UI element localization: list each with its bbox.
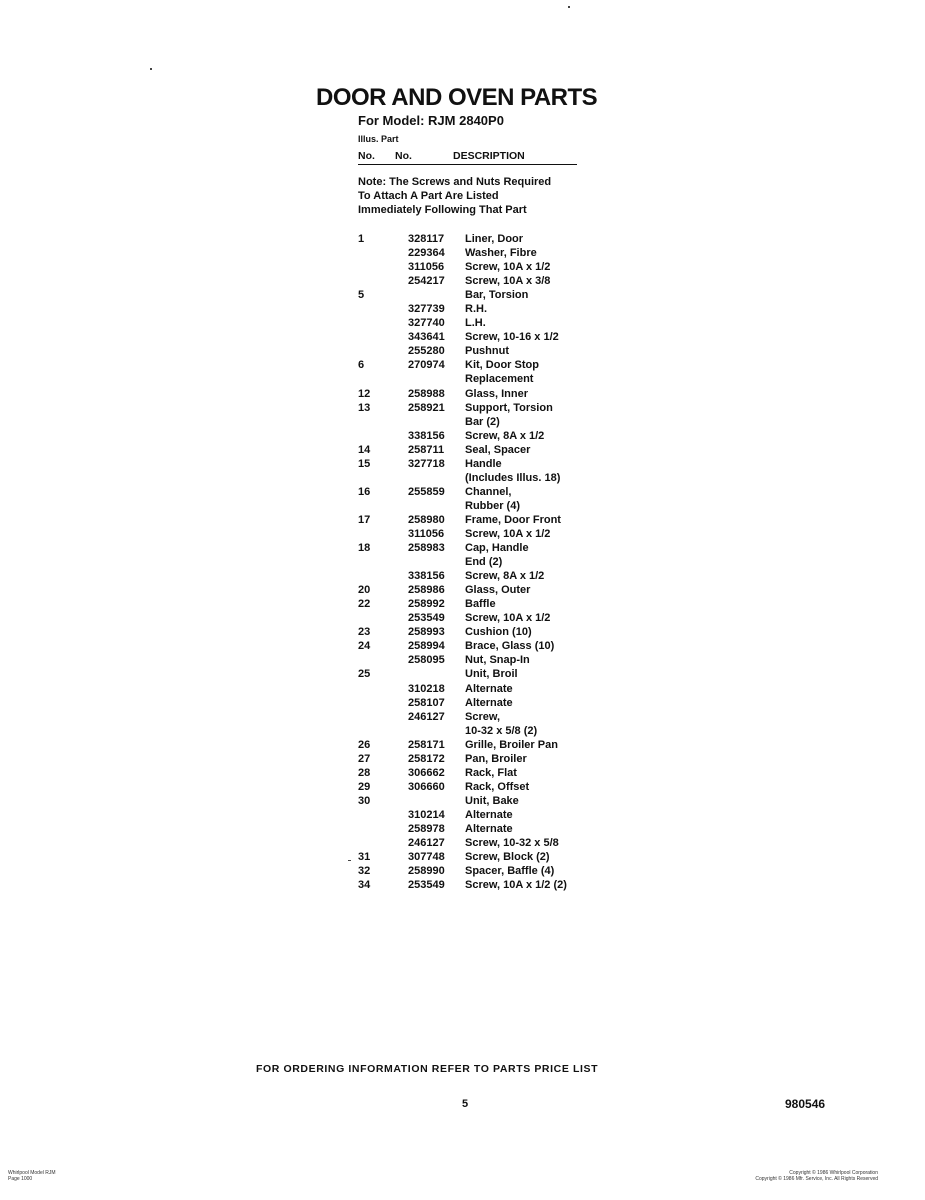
illus-number: 34 — [358, 879, 371, 892]
part-row — [358, 625, 598, 639]
part-description: Handle — [465, 457, 502, 470]
part-description: Kit, Door Stop — [465, 359, 539, 372]
part-row — [358, 316, 598, 330]
part-description: Support, Torsion — [465, 401, 553, 414]
part-number: 306660 — [408, 780, 445, 793]
part-row — [358, 822, 598, 836]
part-row — [358, 344, 598, 358]
part-description: Baffle — [465, 598, 496, 611]
part-row — [358, 780, 598, 794]
part-number: 258986 — [408, 584, 445, 597]
part-number: 258095 — [408, 654, 445, 667]
part-number: 253549 — [408, 879, 445, 892]
part-description: Screw, — [465, 710, 501, 723]
note-line: Note: The Screws and Nuts Required — [358, 176, 552, 188]
part-row — [358, 274, 598, 288]
part-number: 258992 — [408, 598, 445, 611]
part-row — [358, 864, 598, 878]
fine-print-line: Copyright © 1986 Whirlpool Corporation — [789, 1170, 878, 1176]
part-number: 253549 — [408, 612, 445, 625]
part-row — [358, 288, 598, 302]
scan-speck — [348, 860, 351, 861]
part-description: Grille, Broiler Pan — [465, 738, 558, 751]
note-line: To Attach A Part Are Listed — [358, 190, 499, 202]
illus-number: 5 — [358, 289, 365, 302]
illus-number: 17 — [358, 513, 371, 526]
part-description: Washer, Fibre — [465, 247, 537, 260]
part-row — [358, 387, 598, 401]
part-row — [358, 429, 598, 443]
part-description: 10-32 x 5/8 (2) — [465, 724, 538, 737]
illus-number: 15 — [358, 457, 371, 470]
part-row — [358, 878, 598, 892]
part-number: 255859 — [408, 485, 445, 498]
illus-number: 14 — [358, 443, 371, 456]
part-row — [358, 358, 598, 372]
illus-number: 22 — [358, 598, 371, 611]
part-description: Screw, 10A x 3/8 — [465, 275, 551, 288]
illus-number: 30 — [358, 794, 371, 807]
document-number: 980546 — [785, 1097, 826, 1111]
part-number: 306662 — [408, 766, 445, 779]
part-number: 327718 — [408, 457, 445, 470]
illus-number: 20 — [358, 584, 371, 597]
model-subtitle: For Model: RJM 2840P0 — [358, 113, 504, 128]
part-row — [358, 260, 598, 274]
part-description: Seal, Spacer — [465, 443, 531, 456]
part-number: 327739 — [408, 303, 445, 316]
part-row — [358, 752, 598, 766]
part-row — [358, 457, 598, 471]
part-description: Unit, Bake — [465, 794, 519, 807]
part-row — [358, 541, 598, 555]
part-description: L.H. — [465, 317, 486, 330]
part-description: Rubber (4) — [465, 499, 520, 512]
part-row — [358, 583, 598, 597]
part-description: Bar, Torsion — [465, 289, 529, 302]
illus-number: 31 — [358, 851, 371, 864]
part-row — [358, 499, 598, 513]
col-header-illus-no: No. — [358, 150, 375, 162]
part-description: Screw, 10-32 x 5/8 — [465, 837, 559, 850]
part-description: Glass, Outer — [465, 584, 531, 597]
part-row — [358, 710, 598, 724]
part-description: Rack, Offset — [465, 780, 530, 793]
note-block — [358, 175, 588, 217]
part-number: 258711 — [408, 443, 445, 456]
part-number: 255280 — [408, 345, 445, 358]
part-description: Screw, 10A x 1/2 — [465, 261, 551, 274]
part-description: Frame, Door Front — [465, 513, 561, 526]
illus-number: 29 — [358, 780, 371, 793]
part-number: 246127 — [408, 710, 445, 723]
illus-number: 23 — [358, 626, 371, 639]
part-row — [358, 850, 598, 864]
fine-print-left — [8, 1170, 56, 1182]
scan-speck — [150, 68, 152, 70]
illus-number: 28 — [358, 766, 371, 779]
part-description: Screw, 10-16 x 1/2 — [465, 331, 559, 344]
fine-print-line: Whirlpool Model RJM — [8, 1170, 56, 1176]
part-row — [358, 724, 598, 738]
part-description: Rack, Flat — [465, 766, 517, 779]
note-line: Immediately Following That Part — [358, 204, 527, 216]
part-number: 327740 — [408, 317, 445, 330]
part-description: Glass, Inner — [465, 387, 528, 400]
part-row — [358, 513, 598, 527]
illus-number: 18 — [358, 542, 371, 555]
part-number: 258107 — [408, 696, 445, 709]
part-row — [358, 415, 598, 429]
part-description: Screw, 10A x 1/2 — [465, 612, 551, 625]
illus-number: 12 — [358, 387, 371, 400]
part-row — [358, 443, 598, 457]
part-row — [358, 555, 598, 569]
part-description: Pan, Broiler — [465, 752, 527, 765]
header-rule — [358, 164, 577, 165]
part-number: 328117 — [408, 233, 445, 245]
page-title: DOOR AND OVEN PARTS — [316, 84, 598, 111]
part-description: Screw, Block (2) — [465, 851, 550, 864]
part-description: Screw, 8A x 1/2 — [465, 429, 545, 442]
part-number: 258980 — [408, 513, 445, 526]
part-row — [358, 232, 598, 246]
part-description: Channel, — [465, 485, 512, 498]
fine-print-right — [722, 1170, 878, 1182]
part-description: Alternate — [465, 822, 513, 835]
part-row — [358, 246, 598, 260]
illus-number: 26 — [358, 738, 371, 751]
part-row — [358, 696, 598, 710]
part-description: Cap, Handle — [465, 542, 529, 555]
part-number: 310218 — [408, 682, 445, 695]
part-description: Nut, Snap-In — [465, 654, 530, 667]
part-number: 258994 — [408, 640, 445, 653]
part-description: Bar (2) — [465, 415, 500, 428]
col-header-description: DESCRIPTION — [453, 150, 525, 162]
page-number: 5 — [462, 1098, 469, 1110]
illus-number: 16 — [358, 485, 371, 498]
part-number: 258990 — [408, 865, 445, 878]
part-description: Spacer, Baffle (4) — [465, 865, 555, 878]
part-number: 258921 — [408, 401, 445, 414]
part-number: 254217 — [408, 275, 445, 288]
part-row — [358, 401, 598, 415]
part-row — [358, 808, 598, 822]
part-description: Liner, Door — [465, 233, 524, 245]
part-description: End (2) — [465, 556, 503, 569]
part-row — [358, 639, 598, 653]
part-row — [358, 794, 598, 808]
part-description: Alternate — [465, 808, 513, 821]
part-row — [358, 766, 598, 780]
part-row — [358, 372, 598, 386]
part-number: 311056 — [408, 527, 445, 540]
part-row — [358, 597, 598, 611]
part-row — [358, 471, 598, 485]
illus-number: 25 — [358, 668, 371, 681]
part-number: 307748 — [408, 851, 445, 864]
part-number: 258978 — [408, 822, 445, 835]
part-description: Screw, 10A x 1/2 (2) — [465, 879, 567, 892]
part-number: 311056 — [408, 261, 445, 274]
part-number: 310214 — [408, 808, 445, 821]
part-number: 258983 — [408, 542, 445, 555]
part-description: Screw, 8A x 1/2 — [465, 570, 545, 583]
part-row — [358, 682, 598, 696]
part-row — [358, 527, 598, 541]
illus-number: 1 — [358, 233, 365, 245]
illus-number: 13 — [358, 401, 371, 414]
part-description: Brace, Glass (10) — [465, 640, 555, 653]
part-row — [358, 836, 598, 850]
part-row — [358, 330, 598, 344]
part-row — [358, 569, 598, 583]
fine-print-line: Copyright © 1986 Mfr. Service, Inc. All Rights Reserved — [755, 1176, 878, 1182]
part-row — [358, 485, 598, 499]
part-row — [358, 302, 598, 316]
fine-print-line: Page 1000 — [8, 1176, 33, 1182]
part-number: 258171 — [408, 738, 445, 751]
column-header-row — [358, 150, 576, 164]
part-description: Screw, 10A x 1/2 — [465, 527, 551, 540]
part-description: Alternate — [465, 682, 513, 695]
part-number: 338156 — [408, 570, 445, 583]
part-description: Replacement — [465, 373, 534, 386]
illus-part-header: Illus. Part — [358, 134, 399, 144]
part-description: Cushion (10) — [465, 626, 532, 639]
part-description: (Includes Illus. 18) — [465, 471, 561, 484]
scan-speck — [568, 6, 570, 8]
part-row — [358, 611, 598, 625]
part-description: Pushnut — [465, 345, 509, 358]
part-number: 270974 — [408, 359, 445, 372]
part-number: 338156 — [408, 429, 445, 442]
part-description: Alternate — [465, 696, 513, 709]
illus-number: 24 — [358, 640, 371, 653]
part-number: 258988 — [408, 387, 445, 400]
parts-list — [358, 232, 598, 892]
ordering-footer: FOR ORDERING INFORMATION REFER TO PARTS PRICE LIST — [256, 1063, 599, 1075]
part-number: 229364 — [408, 247, 445, 260]
illus-number: 32 — [358, 865, 371, 878]
illus-number: 6 — [358, 359, 365, 372]
part-number: 258172 — [408, 752, 445, 765]
illus-number: 27 — [358, 752, 371, 765]
part-number: 343641 — [408, 331, 445, 344]
col-header-part-no: No. — [395, 150, 412, 162]
part-row — [358, 653, 598, 667]
part-row — [358, 738, 598, 752]
part-description: R.H. — [465, 303, 487, 316]
part-number: 258993 — [408, 626, 445, 639]
part-description: Unit, Broil — [465, 668, 518, 681]
part-number: 246127 — [408, 837, 445, 850]
part-row — [358, 667, 598, 681]
